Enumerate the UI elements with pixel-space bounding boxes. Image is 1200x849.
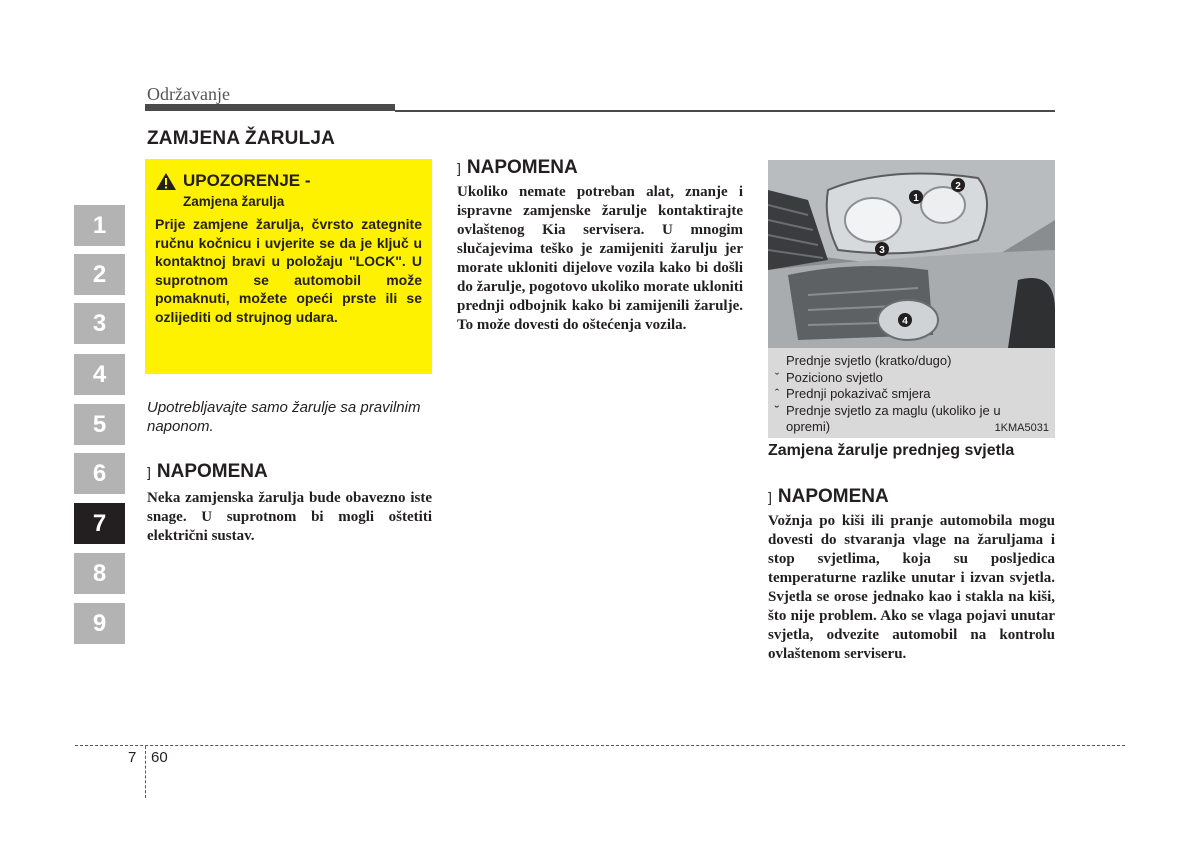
- chapter-tab-5[interactable]: 5: [74, 404, 125, 445]
- figure-code: 1KMA5031: [994, 422, 1049, 434]
- note-middle: [457, 157, 743, 335]
- note-right-heading-row: [768, 486, 1055, 508]
- warning-body: Prije zamjene žarulja, čvrsto zategnite ručnu kočnicu i uvjerite se da je ključ u kontaktnoj bravi u položaju "LOCK". U suprotnom se automobil može pomaknuti, možete opeći prste ili se ozlijediti od strujnog udara.: [155, 216, 422, 325]
- header-rule-thick: [145, 104, 395, 111]
- footer-divider: [75, 745, 1125, 746]
- callout-4: [898, 313, 912, 327]
- svg-text:1: 1: [913, 193, 919, 204]
- legend-item: ˘ Prednje svjetlo za maglu (ukoliko je u opremi): [774, 402, 1001, 434]
- note-left-heading-row: [147, 461, 432, 483]
- chapter-tab-2[interactable]: 2: [74, 254, 125, 295]
- page-number: 60: [151, 749, 168, 766]
- page-chapter-number: 7: [128, 749, 137, 766]
- chapter-tab-6[interactable]: 6: [74, 453, 125, 494]
- note-left-body: Neka zamjenska žarulja bude obavezno iste snage. U suprotnom bi mogli oštetiti električni sustav.: [147, 490, 432, 544]
- headlight-photo: [768, 160, 1055, 348]
- section-header: Održavanje: [147, 84, 230, 104]
- callout-3: [875, 242, 889, 256]
- header-rule-thin: [395, 110, 1055, 112]
- note-middle-heading-row: [457, 157, 743, 179]
- callout-2: [951, 178, 965, 192]
- warning-box: [145, 159, 432, 374]
- note-left-heading: NAPOMENA: [156, 461, 268, 482]
- note-bracket-icon: ]: [147, 464, 151, 480]
- chapter-tab-1[interactable]: 1: [74, 205, 125, 246]
- note-middle-body: Ukoliko nemate potreban alat, znanje i ispravne zamjenske žarulje kontaktirajte ovlaštenog Kia servisera. U mnogim slučajevima teško je zamijeniti žarulju jer morate ukloniti dijelove vozila kako bi došli do žarulje, pogotovo ukoliko morate ukloniti prednji odbojnik kako bi zamijenili žarulje. To može dovesti do oštećenja vozila.: [457, 184, 743, 333]
- headlight-figure: [768, 160, 1055, 438]
- footer-vertical-divider: [145, 746, 146, 798]
- legend-item: Prednje svjetlo (kratko/dugo): [786, 353, 952, 368]
- chapter-tab-7[interactable]: 7: [74, 503, 125, 544]
- legend-item: ˆ Prednji pokazivač smjera: [774, 386, 931, 401]
- callout-1: [909, 190, 923, 204]
- chapter-tab-4[interactable]: 4: [74, 354, 125, 395]
- note-right-heading: NAPOMENA: [777, 486, 889, 507]
- legend-item: ˇ Poziciono svjetlo: [774, 369, 883, 385]
- note-left: [147, 461, 432, 546]
- figure-caption: Zamjena žarulje prednjeg svjetla: [768, 442, 1015, 459]
- warning-title: UPOZORENJE -: [183, 171, 311, 190]
- note-bracket-icon: ]: [457, 160, 461, 176]
- voltage-note: Upotrebljavajte samo žarulje sa pravilnim naponom.: [147, 399, 421, 435]
- chapter-tab-8[interactable]: 8: [74, 553, 125, 594]
- note-right: [768, 486, 1055, 664]
- warning-subtitle: Zamjena žarulja: [183, 194, 285, 209]
- svg-text:3: 3: [879, 245, 885, 256]
- main-title: ZAMJENA ŽARULJA: [147, 128, 336, 149]
- note-right-body: Vožnja po kiši ili pranje automobila mogu dovesti do stvaranja vlage na žaruljama i stop svjetlima, koja su posljedica temperaturne razlike unutar i izvan svjetla. Svjetla se orose jednako kao i stakla na kiši, što nije problem. Ako se vlaga pojavi unutar svjetla, odvezite automobil na kontrolu ovlaštenom serviseru.: [768, 513, 1055, 662]
- chapter-tab-3[interactable]: 3: [74, 303, 125, 344]
- note-bracket-icon: ]: [768, 489, 772, 505]
- chapter-tab-9[interactable]: 9: [74, 603, 125, 644]
- note-middle-heading: NAPOMENA: [466, 157, 578, 178]
- warning-triangle-icon: [155, 172, 177, 191]
- svg-text:2: 2: [955, 181, 961, 192]
- svg-text:4: 4: [902, 316, 908, 327]
